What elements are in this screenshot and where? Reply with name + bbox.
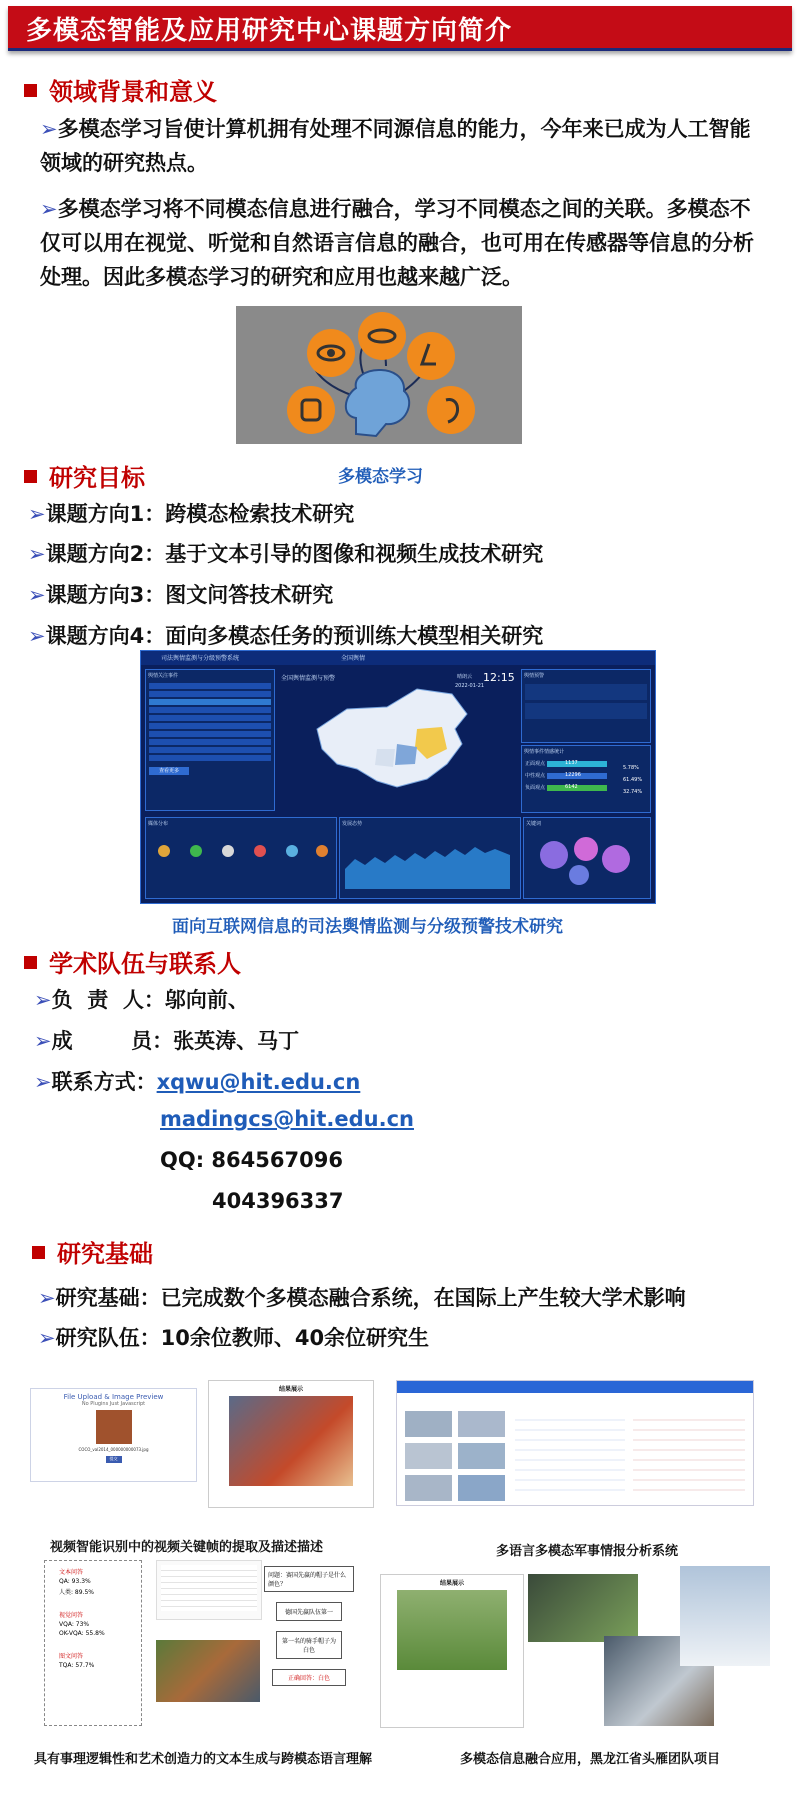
team-members: ➢成 员：张英涛、马丁 xyxy=(34,1029,300,1053)
team-leader: ➢负 责 人：邬向前、 xyxy=(34,988,249,1012)
caption-video: 视频智能识别中的视频关键帧的提取及描述描述 xyxy=(50,1540,324,1555)
result-photo-1: 结果展示 xyxy=(208,1380,374,1508)
preview-thumbnail xyxy=(96,1410,132,1444)
warning-panel: 舆情预警 xyxy=(521,669,651,743)
military-intel-screenshot xyxy=(396,1380,754,1506)
bullet-square-icon xyxy=(24,956,37,969)
foundation-item-2: ➢研究队伍：10余位教师、40余位研究生 xyxy=(38,1326,430,1350)
goal-item-4: ➢课题方向4：面向多模态任务的预训练大模型相关研究 xyxy=(28,624,544,648)
mouth-icon xyxy=(358,312,406,360)
goal-item-3: ➢课题方向3：图文问答技术研究 xyxy=(28,583,334,607)
bullet-square-icon xyxy=(32,1246,45,1259)
multimodal-learning-figure xyxy=(236,306,522,444)
caption-fusion: 多模态信息融合应用，黑龙江省头雁团队项目 xyxy=(460,1752,721,1767)
submit-button[interactable]: 提交 xyxy=(106,1456,122,1463)
result-photo-sheep: 结果展示 xyxy=(380,1574,524,1728)
bullet-square-icon xyxy=(24,84,37,97)
horse-race-photo xyxy=(156,1640,260,1702)
goal-item-1: ➢课题方向1：跨模态检索技术研究 xyxy=(28,502,355,526)
metrics-panel: 文本问答 QA: 93.3% 人类: 89.5% 视觉问答 VQA: 73% OK-VQA: 55.8% 图文问答 TQA: 57.7% xyxy=(44,1560,142,1726)
story-text-panel xyxy=(156,1560,262,1620)
email-link-2[interactable]: madingcs@hit.edu.cn xyxy=(160,1107,414,1131)
team-qq-2: 404396337 xyxy=(212,1189,344,1213)
page-title: 多模态智能及应用研究中心课题方向简介 xyxy=(26,16,513,46)
section-heading-foundation: 研究基础 xyxy=(32,1234,153,1269)
arrow-bullet-icon: ➢ xyxy=(40,117,58,141)
caption-text-generation: 具有事理逻辑性和艺术创造力的文本生成与跨模态语言理解 xyxy=(34,1752,373,1767)
sentiment-stats-panel: 舆情事件情感统计 正面观点 1137 5.78% 中性观点 12296 61.49% 负面观点 6142 32.74% xyxy=(521,745,651,813)
result-photo-2 xyxy=(528,1574,638,1642)
event-list-panel: 舆情关注事件 查看更多 xyxy=(145,669,275,811)
title-bar xyxy=(8,6,792,51)
bullet-square-icon xyxy=(24,470,37,483)
section-heading-background: 领域背景和意义 xyxy=(24,72,217,107)
caption-military: 多语言多模态军事情报分析系统 xyxy=(496,1544,679,1559)
ear-icon xyxy=(427,386,475,434)
foundation-item-1: ➢研究基础：已完成数个多模态融合系统，在国际上产生较大学术影响 xyxy=(38,1286,686,1310)
team-contact: ➢联系方式：xqwu@hit.edu.cn xyxy=(34,1070,361,1094)
arrow-bullet-icon: ➢ xyxy=(40,197,58,221)
section-heading-goals: 研究目标 xyxy=(24,458,145,493)
result-photo-snow xyxy=(680,1566,770,1666)
hand-icon xyxy=(287,386,335,434)
team-qq-1: QQ: 864567096 xyxy=(160,1148,343,1172)
goal-item-2: ➢课题方向2：基于文本引导的图像和视频生成技术研究 xyxy=(28,542,544,566)
bg-paragraph-1: ➢多模态学习旨使计算机拥有处理不同源信息的能力，今年来已成为人工智能领域的研究热点。 xyxy=(40,117,751,175)
upload-preview-screenshot: File Upload & Image Preview No Plugins Just Javascript COCO_val2014_000000000073.jpg 提交 xyxy=(30,1388,197,1482)
dashboard-header-center: 全国舆情 xyxy=(341,655,366,662)
email-link-1[interactable]: xqwu@hit.edu.cn xyxy=(156,1070,361,1094)
nose-icon xyxy=(407,332,455,380)
dashboard-screenshot xyxy=(140,650,656,904)
more-button[interactable]: 查看更多 xyxy=(149,767,189,775)
media-distribution-panel: 媒体分布 xyxy=(145,817,337,899)
keywords-panel: 关键词 xyxy=(523,817,651,899)
figure-caption-dashboard: 面向互联网信息的司法舆情监测与分级预警技术研究 xyxy=(172,917,563,937)
trend-panel: 发展态势 xyxy=(339,817,521,899)
dashboard-title: 司法舆情监测与分级预警系统 xyxy=(161,655,240,662)
map-panel: 全国舆情监测与预警 晴朗云 2022-01-21 12:15 xyxy=(277,669,517,809)
bg-paragraph-2: ➢多模态学习将不同模态信息进行融合，学习不同模态之间的关联。多模态不仅可以用在视觉、听觉和自然语言信息的融合，也可用在传感器等信息的分析处理。因此多模态学习的研究和应用也越来越广泛。 xyxy=(40,197,754,289)
qa-flow-diagram: 问题：赛国先赢的帽子是什么颜色？ 德国先赢队伍第一 第一名的骑手帽子为白色 正确回答：白色 xyxy=(264,1566,354,1720)
team-email-2 xyxy=(160,1107,414,1131)
section-heading-team: 学术队伍与联系人 xyxy=(24,944,241,979)
figure-caption-multimodal: 多模态学习 xyxy=(338,467,423,487)
